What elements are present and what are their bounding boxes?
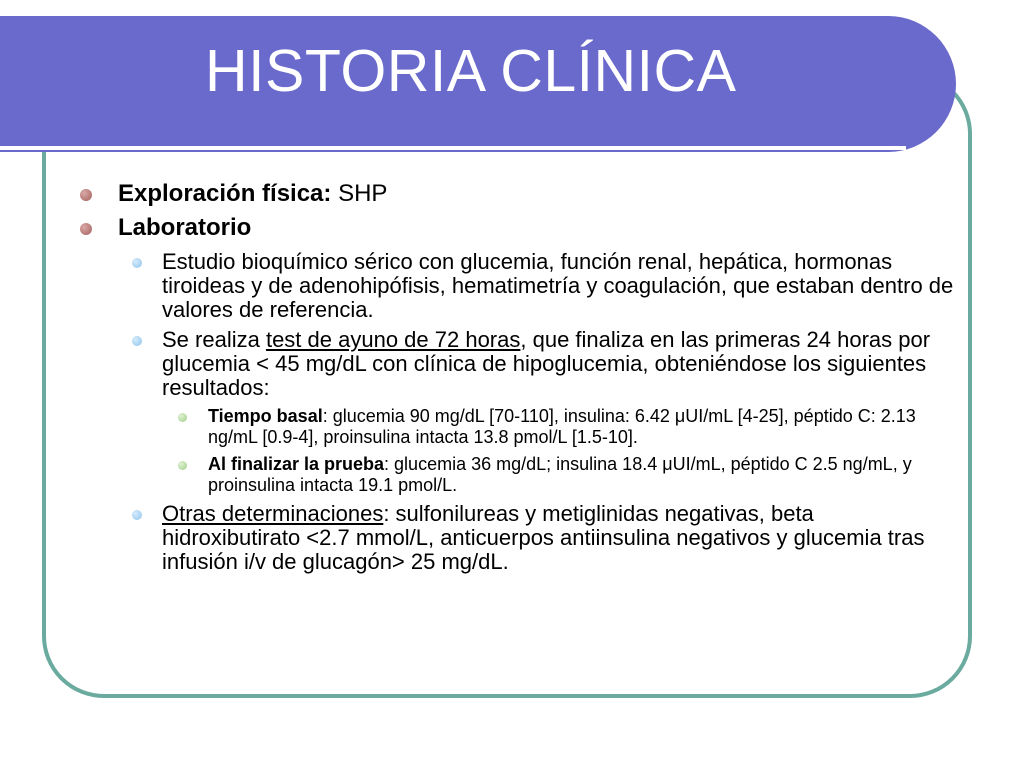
result-text: : glucemia 90 mg/dL [70-110], insulina: 6.42 μUI/mL [4-25], péptido C: 2.13 ng/mL [0.9-4], proinsulina intacta 13.8 pmol/L [1.5-10]. — [208, 406, 916, 447]
bullet-dot-icon — [132, 258, 142, 268]
slide-title: HISTORIA CLÍNICA — [205, 38, 737, 104]
lab-item-otras-determinaciones — [122, 502, 958, 574]
result-text: : glucemia 36 mg/dL; insulina 18.4 μUI/mL, péptido C 2.5 ng/mL, y proinsulina intacta 19.1 pmol/L. — [208, 454, 912, 495]
bullet-label: Laboratorio — [118, 214, 252, 241]
result-al-finalizar — [164, 454, 958, 496]
bullet-dot-icon — [132, 510, 142, 520]
bullet-laboratorio — [78, 212, 958, 244]
test-ayuno-link[interactable]: test de ayuno de 72 horas — [265, 327, 521, 352]
lab-item-text: Estudio bioquímico sérico con glucemia, función renal, hepática, hormonas tiroideas y de adenohipófisis, hematimetría y coagulación, que estaban dentro de valores de referencia. — [162, 249, 954, 322]
bullet-exploracion-fisica — [78, 178, 958, 210]
lab-item-text-post: , que finaliza en las primeras 24 horas por glucemia < 45 mg/dL con clínica de hipoglucemia, obteniéndose los siguientes resultados: — [162, 327, 931, 400]
bullet-dot-icon — [178, 413, 187, 422]
lab-item-test-ayuno — [122, 328, 958, 400]
bullet-dot-icon — [80, 189, 92, 201]
lab-item-text-pre: Se realiza — [162, 327, 266, 352]
bullet-value: SHP — [331, 180, 388, 207]
lab-item-estudio-bioquimico — [122, 250, 958, 322]
bullet-label: Exploración física: — [118, 180, 332, 207]
result-label: Al finalizar la prueba — [208, 454, 385, 474]
bullet-dot-icon — [80, 223, 92, 235]
bullet-dot-icon — [132, 336, 142, 346]
slide-content — [78, 178, 958, 574]
lab-item-text-post: : sulfonilureas y metiglinidas negativas, beta hidroxibutirato <2.7 mmol/L, anticuerpos antiinsulina negativos y glucemia tras infusión i/v de glucagón> 25 mg/dL. — [162, 501, 925, 574]
result-label: Tiempo basal — [208, 406, 323, 426]
title-divider-line — [0, 146, 906, 150]
otras-determinaciones-link[interactable]: Otras determinaciones — [162, 501, 384, 526]
result-tiempo-basal — [164, 406, 958, 448]
bullet-dot-icon — [178, 461, 187, 470]
